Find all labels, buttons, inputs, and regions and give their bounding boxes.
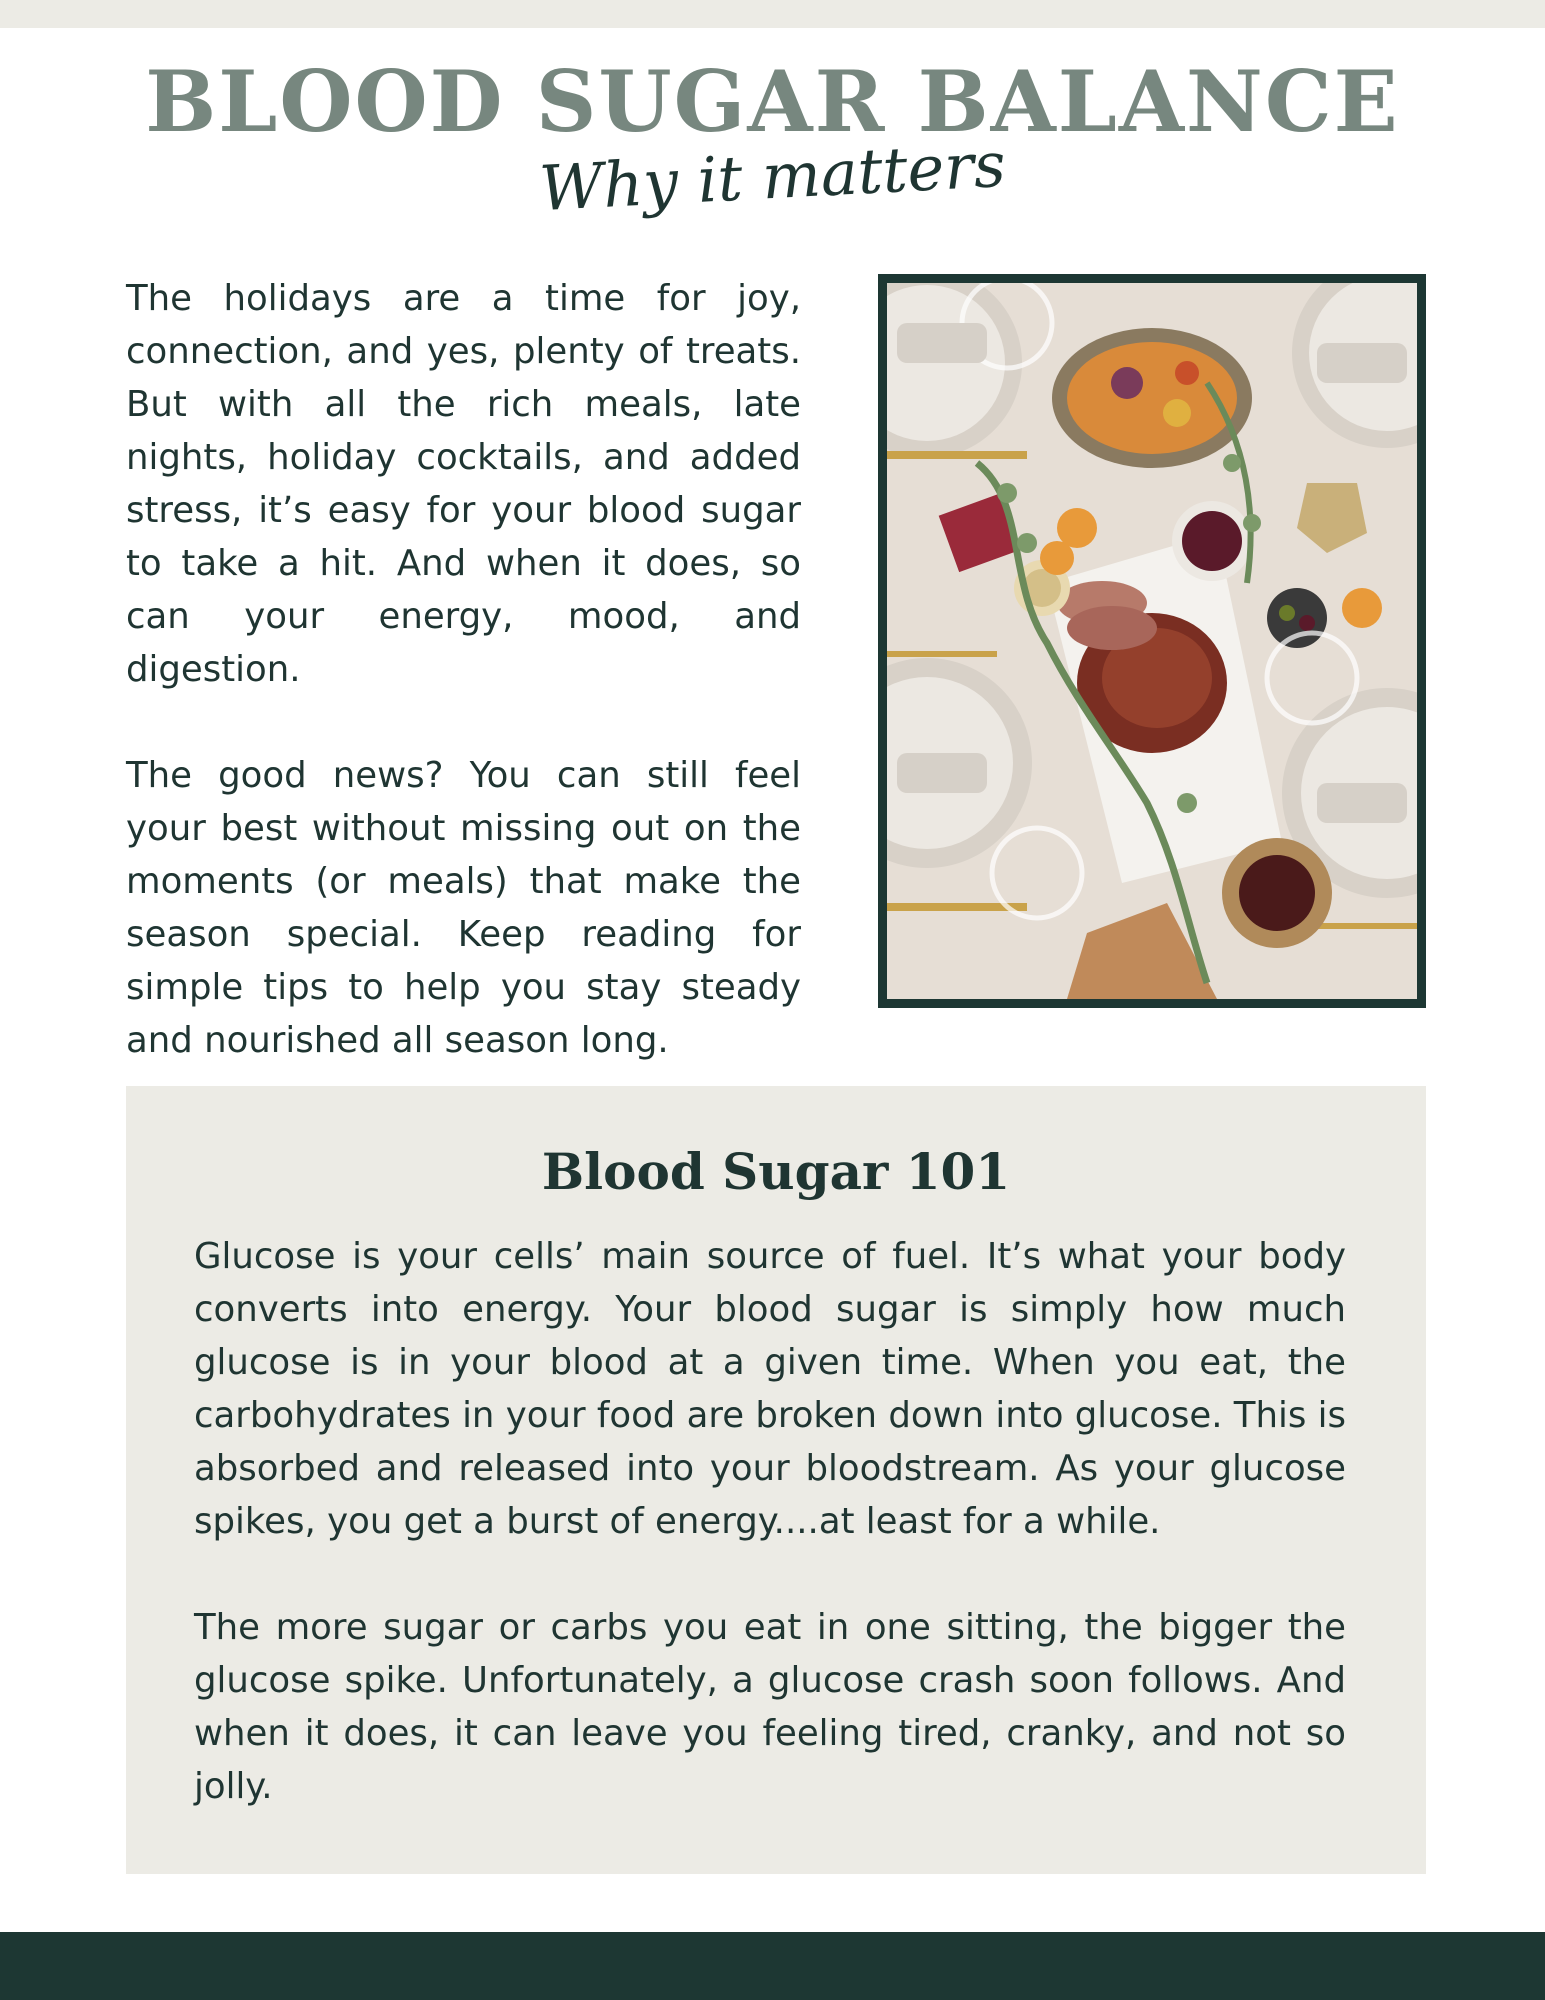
intro-text bbox=[126, 272, 801, 1120]
info-paragraph: Glucose is your cells’ main source of fuel. It’s what your body converts into energy. Your blood sugar is simply how much glucose is in your blood at a given time. When you eat, the carbohydrates in your food are broken down into glucose. This is absorbed and released into your bloodstream. As your glucose spikes, you get a burst of energy....at least for a while. bbox=[194, 1236, 1346, 1542]
top-strip bbox=[0, 0, 1545, 28]
holiday-table-illustration bbox=[887, 283, 1417, 999]
page-subtitle: Why it matters bbox=[537, 127, 1008, 226]
intro-paragraph: The good news? You can still feel your best without missing out on the moments (or meals) that make the season special. Keep reading for simple tips to help you stay steady and nourished all season long. bbox=[126, 755, 801, 1061]
info-paragraph: The more sugar or carbs you eat in one sitting, the bigger the glucose spike. Unfortunately, a glucose crash soon follows. And when it does, it can leave you feeling tired, cranky, and not so jolly. bbox=[194, 1607, 1346, 1807]
page-title: BLOOD SUGAR BALANCE bbox=[145, 52, 1400, 151]
intro-paragraph: The holidays are a time for joy, connection, and yes, plenty of treats. But with all the rich meals, late nights, holiday cocktails, and added stress, it’s easy for your blood sugar to take a hit. And when it does, so can your energy, mood, and digestion. bbox=[126, 278, 801, 690]
holiday-table-photo bbox=[878, 274, 1426, 1008]
blood-sugar-101-box bbox=[126, 1086, 1426, 1874]
footer-bar bbox=[0, 1932, 1545, 2000]
info-text bbox=[194, 1230, 1346, 1866]
info-heading: Blood Sugar 101 bbox=[541, 1142, 1011, 1201]
